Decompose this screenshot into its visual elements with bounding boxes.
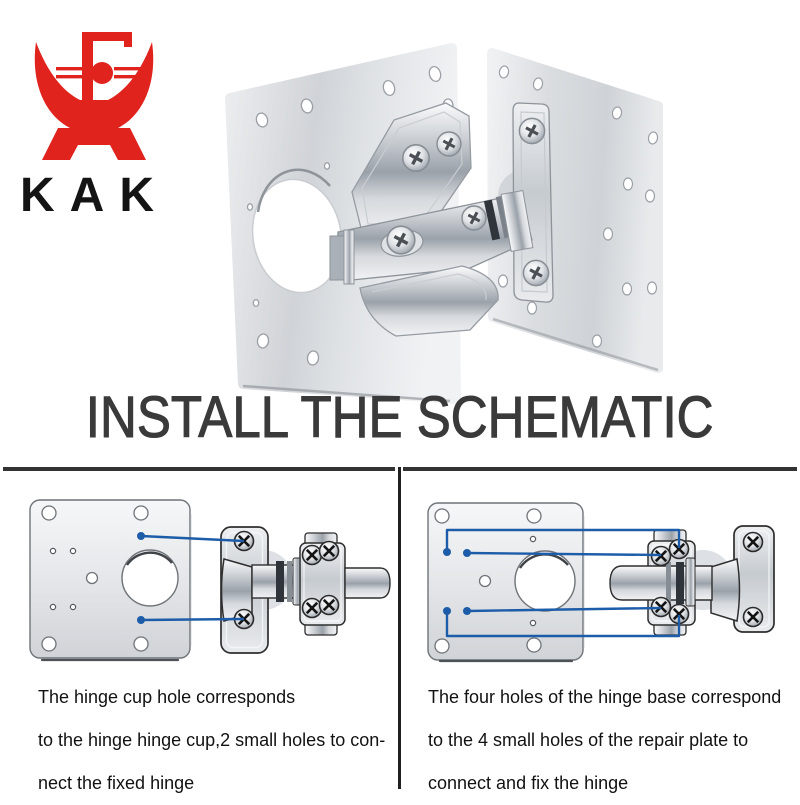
left-panel-caption <box>38 676 385 805</box>
caption-line: to the hinge hinge cup,2 small holes to con- <box>38 730 386 750</box>
caption-line: to the 4 small holes of the repair plate to <box>428 730 749 750</box>
product-photo-hinge-plates <box>230 48 658 401</box>
left-schematic-plate <box>30 500 191 660</box>
page-title <box>0 385 800 450</box>
plate-cup-hole <box>515 551 575 611</box>
right-panel-caption <box>428 676 781 805</box>
page-title-text: INSTALL THE SCHEMATIC <box>86 385 714 450</box>
caption-line: The hinge cup hole corresponds <box>38 687 296 707</box>
right-schematic-hinge <box>610 526 774 635</box>
caption-line: connect and fix the hinge <box>428 773 629 793</box>
plate-cup-hole <box>122 550 178 606</box>
left-schematic-hinge <box>221 527 390 653</box>
kak-f-crescent-logo-icon <box>28 26 160 164</box>
divider-vertical <box>398 467 401 789</box>
right-schematic-plate <box>428 503 584 661</box>
divider-horizontal-right <box>403 467 797 471</box>
right-schematic <box>428 503 774 661</box>
caption-line: The four holes of the hinge base correspond <box>428 687 782 707</box>
left-schematic <box>30 500 390 660</box>
caption-line: nect the fixed hinge <box>38 773 195 793</box>
divider-horizontal-left <box>3 467 395 471</box>
brand-name: KAK <box>20 169 169 222</box>
